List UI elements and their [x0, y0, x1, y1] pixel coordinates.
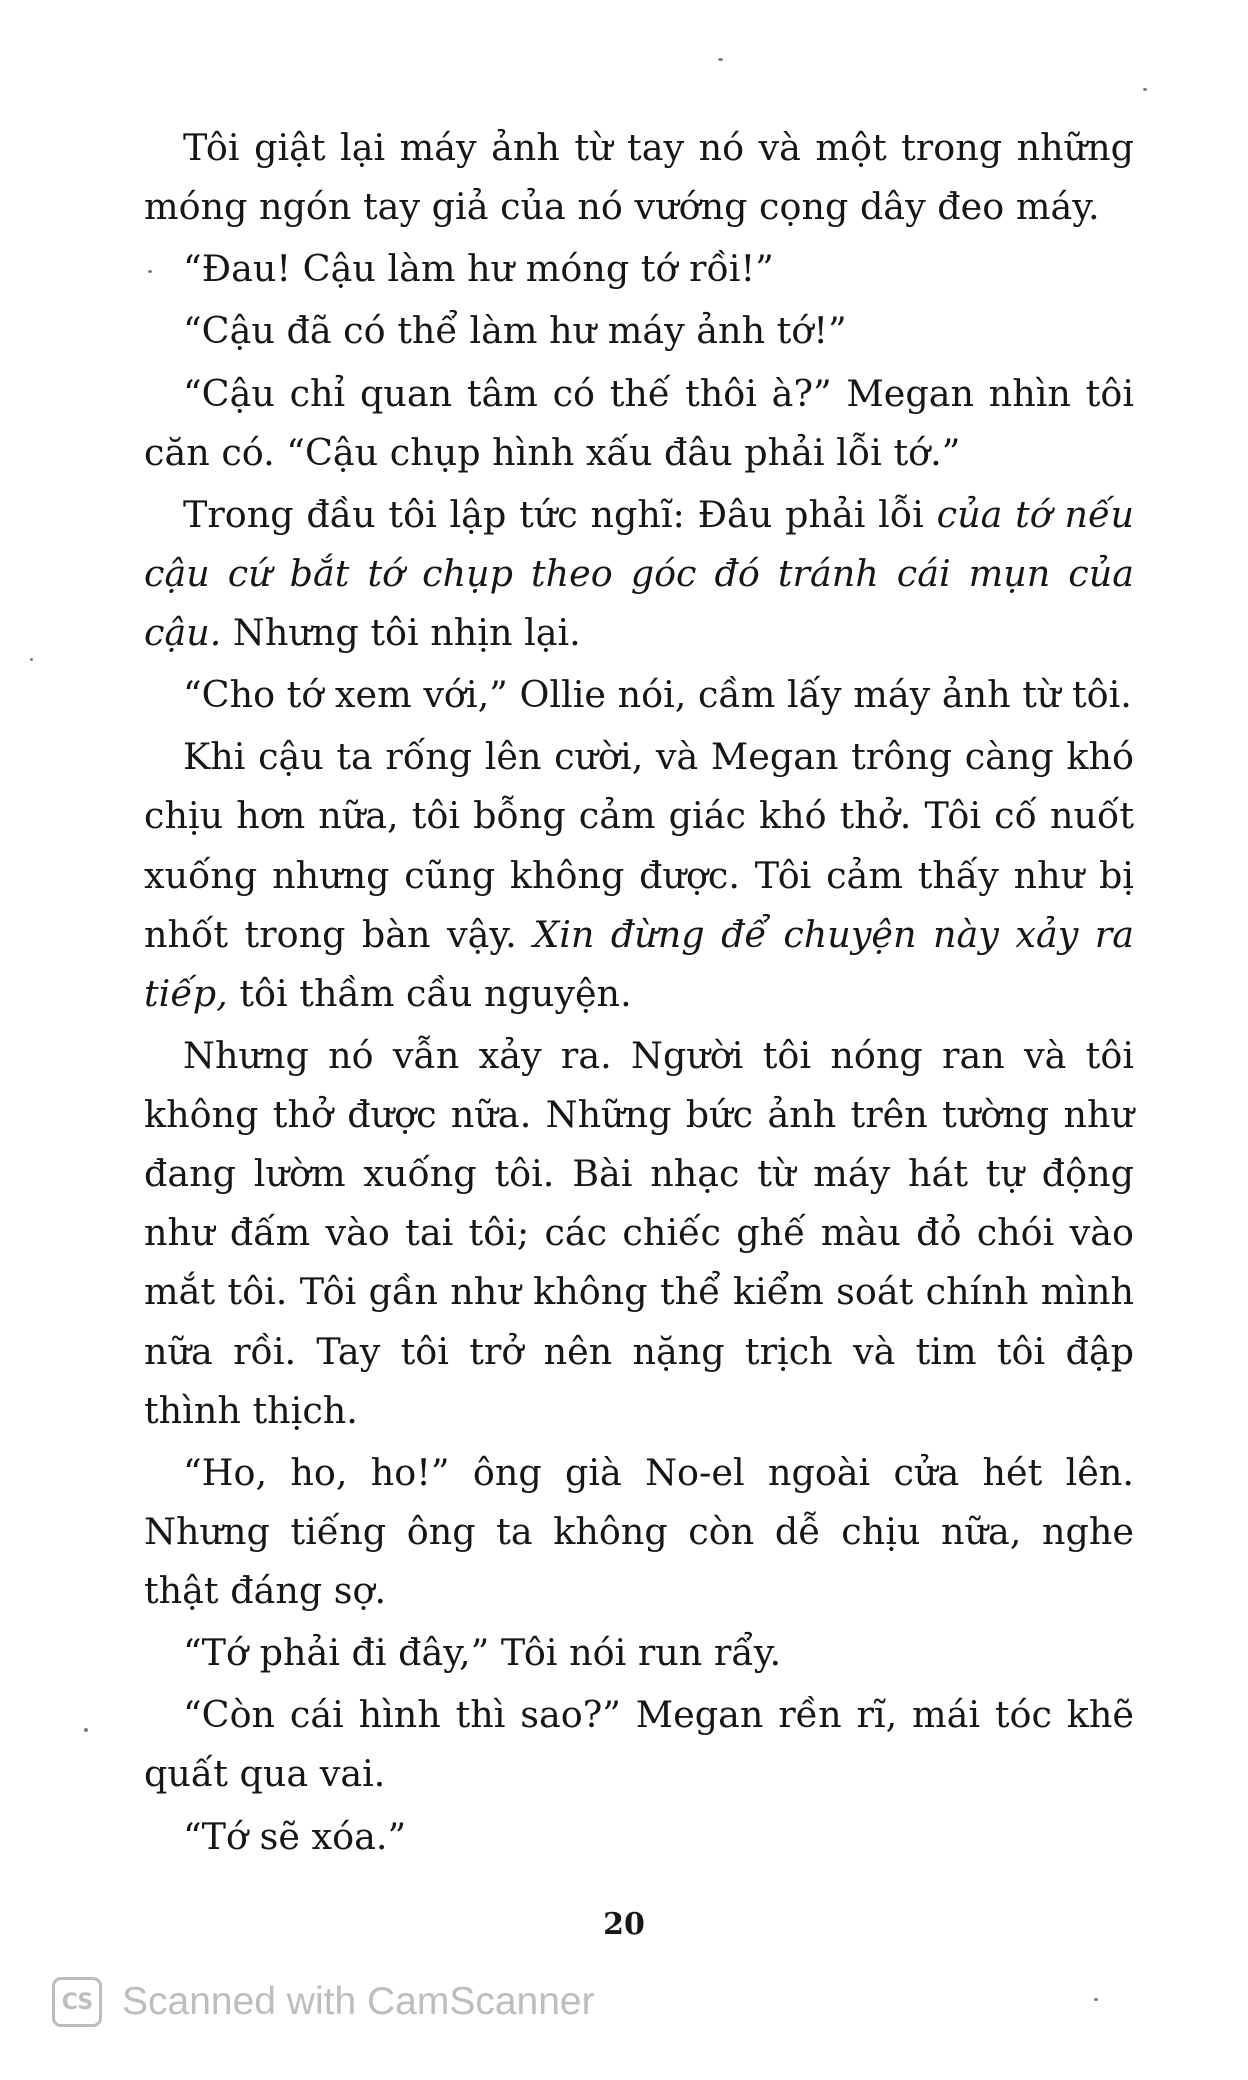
- text-run: “Cậu đã có thể làm hư máy ảnh tớ!”: [183, 309, 847, 353]
- text-run: Nhưng tôi nhịn lại.: [221, 611, 581, 654]
- text-run: Tôi giật lại máy ảnh từ tay nó và một trong những móng ngón tay giả của nó vướng cọng dây đeo máy.: [144, 126, 1134, 229]
- scan-speck: [30, 658, 33, 661]
- text-run: Trong đầu tôi lập tức nghĩ: Đâu phải lỗi: [183, 492, 937, 536]
- paragraph: [144, 364, 1134, 482]
- paragraph: [144, 301, 1134, 360]
- paragraph: [144, 118, 1134, 236]
- text-run: “Đau! Cậu làm hư móng tớ rồi!”: [183, 247, 774, 291]
- paragraph: [144, 1443, 1134, 1620]
- page-number: 20: [603, 1907, 645, 1942]
- text-run: Nhưng nó vẫn xảy ra. Người tôi nóng ran và tôi không thở được nữa. Những bức ảnh trên tường như đang lườm xuống tôi. Bài nhạc từ máy hát tự động như đấm vào tai tôi; các chiếc ghế màu đỏ chói vào mắt tôi. Tôi gần như không thể kiểm soát chính mình nữa rồi. Tay tôi trở nên nặng trịch và tim tôi đập thình thịch.: [144, 1033, 1134, 1432]
- text-run: “Cậu chỉ quan tâm có thế thôi à?” Megan nhìn tôi căn có. “Cậu chụp hình xấu đâu phải lỗi tớ.”: [144, 371, 1134, 474]
- paragraph: [144, 239, 1134, 298]
- text-run: “Tớ sẽ xóa.”: [183, 1814, 407, 1858]
- scan-speck: [148, 270, 152, 273]
- scan-speck: [718, 58, 723, 61]
- scan-speck: [1094, 1998, 1098, 2001]
- paragraph: [144, 485, 1134, 662]
- text-run: “Cho tớ xem với,” Ollie nói, cầm lấy máy ảnh từ tôi.: [183, 673, 1132, 717]
- paragraph: [144, 727, 1134, 1023]
- body-text: [144, 118, 1134, 1869]
- text-run: “Còn cái hình thì sao?” Megan rền rĩ, mái tóc khẽ quất qua vai.: [144, 1693, 1134, 1796]
- text-run: “Ho, ho, ho!” ông già No-el ngoài cửa hét lên. Nhưng tiếng ông ta không còn dễ chịu nữa, nghe thật đáng sợ.: [144, 1450, 1134, 1612]
- paragraph: [144, 1623, 1134, 1682]
- paragraph: [144, 1685, 1134, 1803]
- camscanner-logo-icon: CS: [52, 1977, 102, 2027]
- watermark-text: Scanned with CamScanner: [122, 1980, 595, 2023]
- paragraph: [144, 665, 1134, 724]
- paragraph: [144, 1026, 1134, 1440]
- scan-speck: [84, 1728, 88, 1732]
- scan-speck: [1143, 88, 1147, 91]
- text-run: “Tớ phải đi đây,” Tôi nói run rẩy.: [183, 1631, 782, 1675]
- text-run: tôi thầm cầu nguyện.: [227, 971, 632, 1015]
- camscanner-watermark: [52, 1972, 595, 2032]
- italic-text: của tớ nếu cậu cứ bắt tớ chụp theo góc đó tránh cái mụn của cậu.: [144, 492, 1134, 654]
- text-run: Khi cậu ta rống lên cười, và Megan trông càng khó chịu hơn nữa, tôi bỗng cảm giác khó thở. Tôi cố nuốt xuống nhưng cũng không được. Tôi cảm thấy như bị nhốt trong bàn vậy.: [144, 735, 1134, 956]
- italic-text: Xin đừng để chuyện này xảy ra tiếp,: [144, 912, 1134, 1015]
- paragraph: [144, 1807, 1134, 1866]
